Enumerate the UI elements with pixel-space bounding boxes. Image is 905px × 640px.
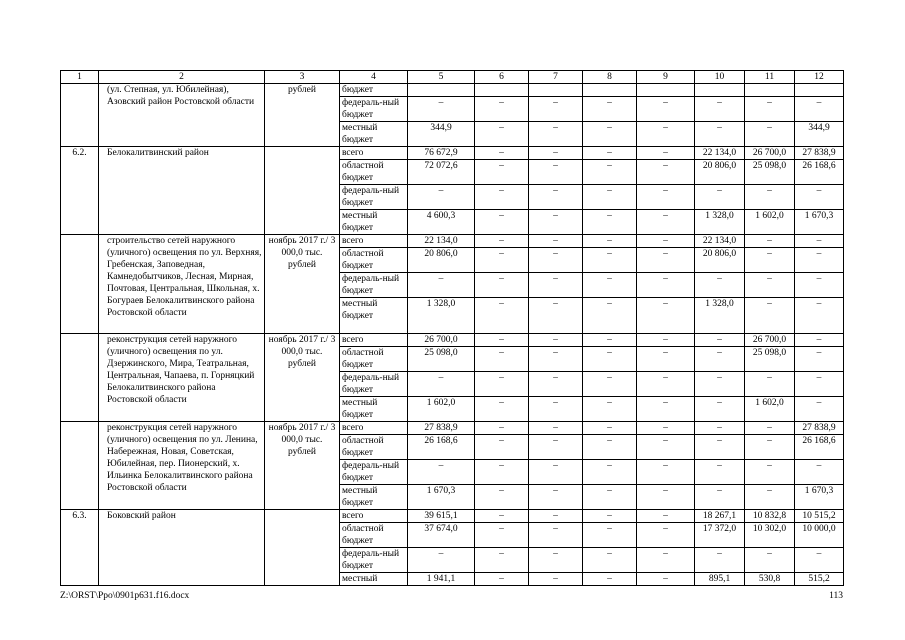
header-row <box>61 71 844 84</box>
row-number <box>61 84 99 147</box>
value-cell: – <box>637 97 695 122</box>
header-cell: 3 <box>265 71 340 84</box>
value-cell: – <box>637 235 695 248</box>
table-row <box>61 422 844 435</box>
value-cell: 10 000,0 <box>795 523 844 548</box>
value-cell: 20 806,0 <box>695 248 745 273</box>
value-cell: – <box>745 372 795 397</box>
budget-label: местный бюджет <box>340 298 408 334</box>
value-cell: – <box>795 248 844 273</box>
value-cell: – <box>529 147 583 160</box>
value-cell: – <box>745 273 795 298</box>
value-cell: – <box>745 185 795 210</box>
value-cell: – <box>637 347 695 372</box>
value-cell: – <box>583 485 637 510</box>
budget-label: федераль-ный бюджет <box>340 460 408 485</box>
value-cell: – <box>475 347 529 372</box>
value-cell: 1 328,0 <box>695 298 745 334</box>
header-cell: 12 <box>795 71 844 84</box>
budget-label: областной бюджет <box>340 347 408 372</box>
value-cell: 344,9 <box>795 122 844 147</box>
value-cell: 1 670,3 <box>408 485 475 510</box>
header-cell: 9 <box>637 71 695 84</box>
value-cell: 10 515,2 <box>795 510 844 523</box>
row-description: Белокалитвинский район <box>99 147 265 235</box>
value-cell: – <box>637 548 695 573</box>
value-cell: 1 328,0 <box>408 298 475 334</box>
value-cell: 39 615,1 <box>408 510 475 523</box>
budget-label: бюджет <box>340 84 408 97</box>
value-cell: – <box>583 372 637 397</box>
value-cell <box>475 84 529 97</box>
value-cell: – <box>583 298 637 334</box>
value-cell: 25 098,0 <box>745 160 795 185</box>
value-cell: – <box>637 334 695 347</box>
value-cell: – <box>695 372 745 397</box>
value-cell: – <box>475 435 529 460</box>
value-cell: – <box>529 160 583 185</box>
header-cell: 11 <box>745 71 795 84</box>
budget-label: всего <box>340 235 408 248</box>
value-cell: – <box>583 147 637 160</box>
value-cell: – <box>637 147 695 160</box>
budget-label: федераль-ный бюджет <box>340 273 408 298</box>
value-cell: – <box>583 422 637 435</box>
value-cell: – <box>637 510 695 523</box>
value-cell: – <box>529 97 583 122</box>
value-cell <box>637 84 695 97</box>
value-cell: – <box>583 347 637 372</box>
header-cell: 6 <box>475 71 529 84</box>
value-cell: – <box>637 185 695 210</box>
value-cell: – <box>745 485 795 510</box>
row-description: строительство сетей наружного (уличного) освещения по ул. Верхняя, Гребенская, Заповедная, Камнедобытчиков, Лесная, Мирная, Почтовая, Центральная, Школьная, х. Богураев Белокалитвинского района Ростовской области <box>99 235 265 334</box>
value-cell: 1 328,0 <box>695 210 745 235</box>
budget-label: всего <box>340 422 408 435</box>
value-cell: – <box>637 372 695 397</box>
value-cell: – <box>529 573 583 586</box>
value-cell: – <box>583 235 637 248</box>
value-cell: – <box>529 298 583 334</box>
value-cell: – <box>529 210 583 235</box>
value-cell: – <box>795 372 844 397</box>
budget-label: областной бюджет <box>340 160 408 185</box>
budget-label: областной бюджет <box>340 435 408 460</box>
value-cell: – <box>745 97 795 122</box>
budget-label: местный бюджет <box>340 485 408 510</box>
value-cell: – <box>637 273 695 298</box>
value-cell: 26 168,6 <box>795 435 844 460</box>
value-cell: – <box>695 460 745 485</box>
value-cell: 530,8 <box>745 573 795 586</box>
value-cell: – <box>529 485 583 510</box>
value-cell: – <box>637 210 695 235</box>
page-number: 113 <box>829 591 843 601</box>
value-cell: – <box>475 510 529 523</box>
budget-label: местный бюджет <box>340 397 408 422</box>
value-cell: 20 806,0 <box>408 248 475 273</box>
header-cell: 8 <box>583 71 637 84</box>
value-cell: – <box>529 185 583 210</box>
value-cell: – <box>475 548 529 573</box>
header-cell: 2 <box>99 71 265 84</box>
value-cell: – <box>583 185 637 210</box>
table-body <box>61 71 844 586</box>
value-cell: 27 838,9 <box>795 422 844 435</box>
value-cell: – <box>583 435 637 460</box>
value-cell: 25 098,0 <box>408 347 475 372</box>
value-cell: 10 832,8 <box>745 510 795 523</box>
value-cell: – <box>475 273 529 298</box>
row-date: ноябрь 2017 г./ 3 000,0 тыс. рублей <box>265 422 340 510</box>
row-number: 6.3. <box>61 510 99 586</box>
budget-label: федераль-ный бюджет <box>340 97 408 122</box>
value-cell: – <box>795 298 844 334</box>
value-cell: – <box>695 122 745 147</box>
value-cell: – <box>745 548 795 573</box>
value-cell: – <box>475 122 529 147</box>
value-cell: 895,1 <box>695 573 745 586</box>
value-cell: – <box>529 548 583 573</box>
value-cell: – <box>529 334 583 347</box>
value-cell: – <box>795 273 844 298</box>
value-cell: – <box>637 122 695 147</box>
value-cell: – <box>529 347 583 372</box>
value-cell: – <box>475 97 529 122</box>
value-cell: – <box>695 97 745 122</box>
value-cell: – <box>637 422 695 435</box>
value-cell: – <box>529 372 583 397</box>
value-cell: – <box>745 435 795 460</box>
value-cell: – <box>475 298 529 334</box>
value-cell: – <box>745 235 795 248</box>
row-number: 6.2. <box>61 147 99 235</box>
value-cell: – <box>695 435 745 460</box>
value-cell: – <box>529 397 583 422</box>
value-cell: – <box>583 460 637 485</box>
value-cell: – <box>637 485 695 510</box>
value-cell: – <box>529 460 583 485</box>
value-cell: – <box>529 435 583 460</box>
table-row <box>61 510 844 523</box>
header-cell: 10 <box>695 71 745 84</box>
value-cell: – <box>745 422 795 435</box>
value-cell: – <box>695 334 745 347</box>
value-cell: – <box>475 185 529 210</box>
value-cell: – <box>583 122 637 147</box>
value-cell: – <box>583 97 637 122</box>
value-cell: – <box>475 485 529 510</box>
value-cell: – <box>529 523 583 548</box>
budget-label: областной бюджет <box>340 523 408 548</box>
row-description: (ул. Степная, ул. Юбилейная), Азовский район Ростовской области <box>99 84 265 147</box>
value-cell: 27 838,9 <box>408 422 475 435</box>
value-cell: 1 602,0 <box>745 210 795 235</box>
value-cell: – <box>745 248 795 273</box>
row-date: ноябрь 2017 г./ 3 000,0 тыс. рублей <box>265 235 340 334</box>
value-cell: – <box>637 435 695 460</box>
value-cell: – <box>475 235 529 248</box>
value-cell: – <box>529 273 583 298</box>
value-cell: – <box>795 347 844 372</box>
value-cell: 1 941,1 <box>408 573 475 586</box>
value-cell <box>795 84 844 97</box>
value-cell: – <box>475 573 529 586</box>
row-description: реконструкция сетей наружного (уличного) освещения по ул. Дзержинского, Мира, Театральная, Центральная, Чапаева, п. Горняцкий Белокалитвинского района Ростовской области <box>99 334 265 422</box>
value-cell: – <box>475 160 529 185</box>
value-cell: 25 098,0 <box>745 347 795 372</box>
value-cell: – <box>583 523 637 548</box>
value-cell: 18 267,1 <box>695 510 745 523</box>
value-cell <box>408 84 475 97</box>
value-cell: 1 602,0 <box>745 397 795 422</box>
value-cell: – <box>408 97 475 122</box>
value-cell: – <box>408 548 475 573</box>
budget-table <box>60 70 844 586</box>
value-cell: 22 134,0 <box>408 235 475 248</box>
budget-label: всего <box>340 334 408 347</box>
value-cell: 37 674,0 <box>408 523 475 548</box>
value-cell: – <box>475 334 529 347</box>
header-cell: 7 <box>529 71 583 84</box>
value-cell: – <box>475 460 529 485</box>
value-cell: – <box>637 573 695 586</box>
value-cell: 72 072,6 <box>408 160 475 185</box>
row-description: Боковский район <box>99 510 265 586</box>
header-cell: 4 <box>340 71 408 84</box>
budget-label: местный бюджет <box>340 122 408 147</box>
value-cell: 17 372,0 <box>695 523 745 548</box>
value-cell: – <box>795 185 844 210</box>
value-cell <box>695 84 745 97</box>
value-cell: 20 806,0 <box>695 160 745 185</box>
value-cell: 26 168,6 <box>795 160 844 185</box>
value-cell: – <box>695 485 745 510</box>
budget-label: местный бюджет <box>340 210 408 235</box>
table-row <box>61 334 844 347</box>
value-cell: – <box>475 248 529 273</box>
value-cell: – <box>408 185 475 210</box>
value-cell <box>745 84 795 97</box>
value-cell: – <box>745 298 795 334</box>
value-cell: – <box>695 185 745 210</box>
value-cell: – <box>475 210 529 235</box>
value-cell: – <box>637 298 695 334</box>
value-cell: 1 670,3 <box>795 210 844 235</box>
value-cell: – <box>583 334 637 347</box>
row-number <box>61 235 99 334</box>
table-row <box>61 147 844 160</box>
value-cell: – <box>695 397 745 422</box>
value-cell: 22 134,0 <box>695 235 745 248</box>
value-cell: – <box>695 273 745 298</box>
value-cell: – <box>795 97 844 122</box>
value-cell: – <box>529 235 583 248</box>
value-cell: – <box>529 422 583 435</box>
value-cell: – <box>529 122 583 147</box>
value-cell: – <box>583 548 637 573</box>
value-cell: – <box>583 397 637 422</box>
value-cell: – <box>695 347 745 372</box>
value-cell: – <box>637 397 695 422</box>
budget-label: федераль-ный бюджет <box>340 185 408 210</box>
value-cell: – <box>695 422 745 435</box>
value-cell: – <box>745 460 795 485</box>
value-cell: 26 700,0 <box>745 334 795 347</box>
value-cell: 26 168,6 <box>408 435 475 460</box>
budget-label: федераль-ный бюджет <box>340 372 408 397</box>
value-cell: – <box>695 548 745 573</box>
value-cell: 76 672,9 <box>408 147 475 160</box>
value-cell: 515,2 <box>795 573 844 586</box>
value-cell: 27 838,9 <box>795 147 844 160</box>
value-cell: – <box>529 248 583 273</box>
value-cell: – <box>529 510 583 523</box>
value-cell: – <box>583 510 637 523</box>
budget-label: всего <box>340 147 408 160</box>
value-cell: – <box>795 235 844 248</box>
value-cell: 26 700,0 <box>745 147 795 160</box>
value-cell: – <box>583 160 637 185</box>
value-cell: – <box>408 273 475 298</box>
value-cell: 4 600,3 <box>408 210 475 235</box>
value-cell: 10 302,0 <box>745 523 795 548</box>
file-path: Z:\ORST\Ppo\0901p631.f16.docx <box>60 591 190 601</box>
value-cell: – <box>637 248 695 273</box>
value-cell: – <box>475 397 529 422</box>
value-cell: 22 134,0 <box>695 147 745 160</box>
value-cell: – <box>795 460 844 485</box>
row-date: рублей <box>265 84 340 147</box>
table-row <box>61 235 844 248</box>
value-cell: – <box>583 573 637 586</box>
budget-label: всего <box>340 510 408 523</box>
value-cell: – <box>475 523 529 548</box>
budget-label: местный <box>340 573 408 586</box>
value-cell: – <box>408 372 475 397</box>
table-row <box>61 84 844 97</box>
value-cell: – <box>745 122 795 147</box>
value-cell: – <box>795 548 844 573</box>
header-cell: 5 <box>408 71 475 84</box>
value-cell: 1 602,0 <box>408 397 475 422</box>
row-number <box>61 334 99 422</box>
value-cell: – <box>475 372 529 397</box>
row-description: реконструкция сетей наружного (уличного) освещения по ул. Ленина, Набережная, Новая, Советская, Юбилейная, пер. Пионерский, х. Ильинка Белокалитвинского района Ростовской области <box>99 422 265 510</box>
row-date: ноябрь 2017 г./ 3 000,0 тыс. рублей <box>265 334 340 422</box>
value-cell: 26 700,0 <box>408 334 475 347</box>
value-cell: 1 670,3 <box>795 485 844 510</box>
value-cell <box>583 84 637 97</box>
budget-label: областной бюджет <box>340 248 408 273</box>
row-date <box>265 147 340 235</box>
row-number <box>61 422 99 510</box>
value-cell: – <box>795 397 844 422</box>
value-cell: – <box>583 248 637 273</box>
row-date <box>265 510 340 586</box>
value-cell: – <box>637 160 695 185</box>
value-cell: – <box>637 460 695 485</box>
value-cell: – <box>795 334 844 347</box>
value-cell: – <box>475 147 529 160</box>
value-cell: 344,9 <box>408 122 475 147</box>
header-cell: 1 <box>61 71 99 84</box>
value-cell: – <box>583 210 637 235</box>
value-cell: – <box>408 460 475 485</box>
value-cell: – <box>583 273 637 298</box>
value-cell: – <box>637 523 695 548</box>
budget-label: федераль-ный бюджет <box>340 548 408 573</box>
value-cell: – <box>475 422 529 435</box>
value-cell <box>529 84 583 97</box>
